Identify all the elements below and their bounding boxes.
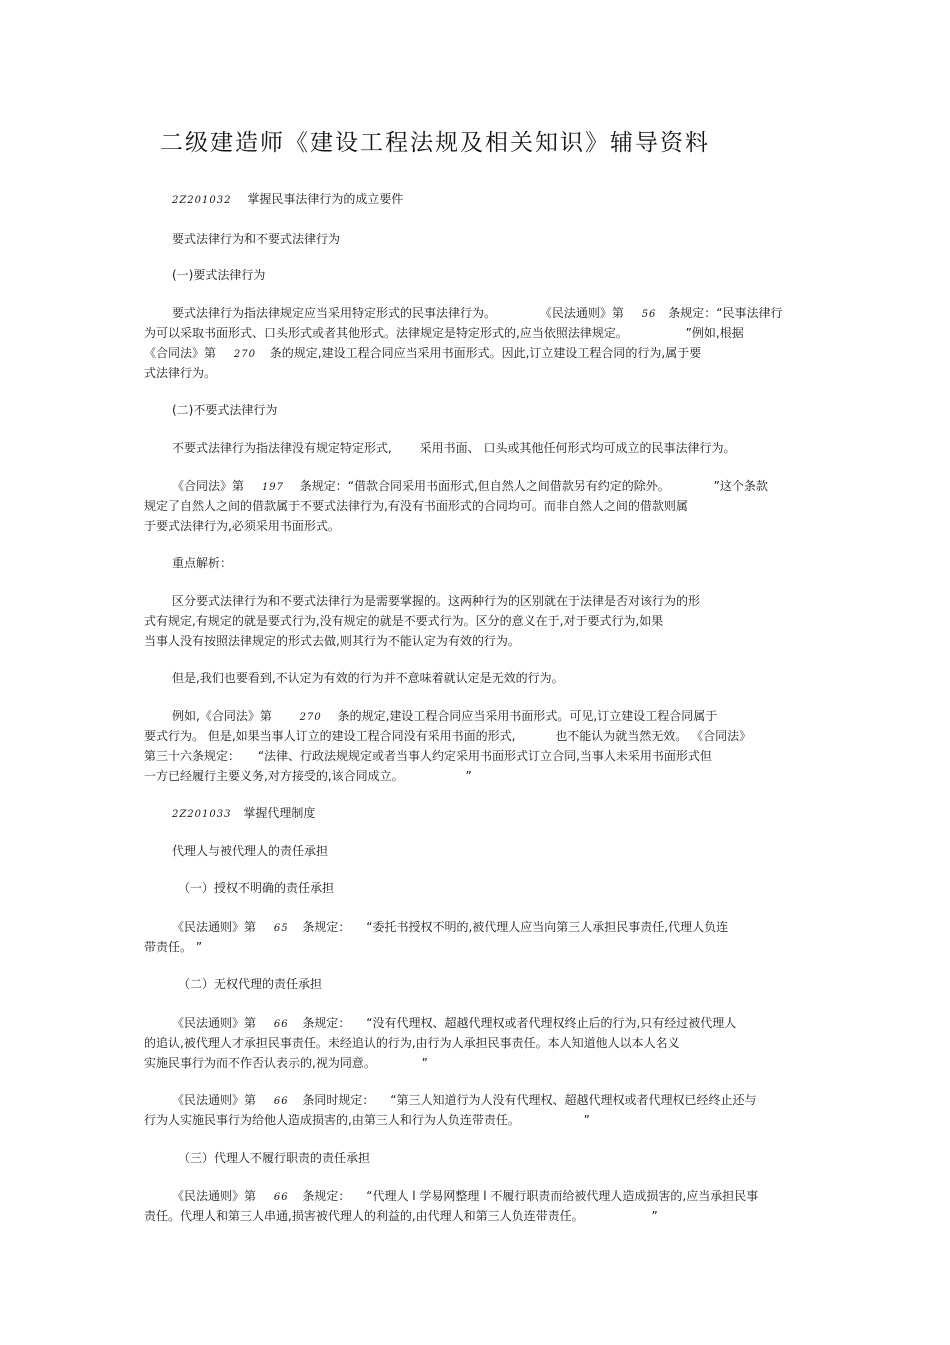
section-code: 2Z201032: [172, 195, 232, 206]
text: 条的规定,建设工程合同应当采用书面形式。因此,订立建设工程合同的行为,属于要: [269, 346, 702, 360]
item-heading: （三）代理人不履行职责的责任承担: [178, 1151, 371, 1165]
text: ”: [421, 1056, 428, 1070]
text: 《合同法》第: [172, 479, 245, 493]
text: 一方已经履行主要义务,对方接受的,该合同成立。: [144, 769, 404, 783]
article-number: 65: [273, 923, 289, 934]
text: 条的规定,建设工程合同应当采用书面形式。可见,订立建设工程合同属于: [337, 709, 718, 723]
text: ”: [583, 1113, 590, 1127]
text: 不要式法律行为指法律没有规定特定形式,: [172, 441, 392, 455]
text: ”这个条款: [713, 479, 768, 493]
text: “委托书授权不明的,被代理人应当向第三人承担民事责任,代理人负连: [366, 920, 729, 934]
text: 《民法通则》第: [539, 306, 624, 320]
section-code: 2Z201033: [172, 809, 232, 820]
paragraph-line: [172, 1092, 756, 1110]
text: 条规定：“借款合同采用书面形式,但自然人之间借款另有约定的除外。: [299, 479, 670, 493]
text: 条同时规定：: [302, 1093, 375, 1107]
paragraph-line: 的追认,被代理人才承担民事责任。未经追认的行为,由行为人承担民事责任。本人知道他人以本人名义: [144, 1036, 680, 1050]
paragraph-line: 区分要式法律行为和不要式法律行为是需要掌握的。这两种行为的区别就在于法律是否对该行为的形: [172, 594, 701, 608]
paragraph-line: [144, 748, 712, 764]
paragraph-line: 当事人没有按照法律规定的形式去做,则其行为不能认定为有效的行为。: [144, 634, 520, 648]
article-number: 270: [299, 712, 322, 723]
section-heading-2z201033: [172, 805, 315, 823]
article-number: 197: [261, 482, 284, 493]
section-title: 掌握民事法律行为的成立要件: [247, 192, 404, 206]
text: “没有代理权、超越代理权或者代理权终止后的行为,只有经过被代理人: [366, 1016, 737, 1030]
paragraph-line: [172, 1188, 758, 1206]
text: 也不能认为就当然无效。 《合同法》: [555, 729, 752, 743]
key-analysis-label: 重点解析：: [172, 556, 233, 570]
paragraph-line: 式有规定,有规定的就是要式行为,没有规定的就是不要式行为。区分的意义在于,对于要式行为,如果: [144, 614, 664, 628]
paragraph-line: [172, 708, 717, 726]
item-heading: （一）授权不明确的责任承担: [178, 881, 335, 895]
text: 《民法通则》第: [172, 1093, 257, 1107]
paragraph-line: 带责任。 ”: [144, 940, 203, 954]
paragraph-line: 式法律行为。: [144, 366, 217, 380]
paragraph-line: [172, 305, 782, 323]
text: 条规定：: [302, 1189, 351, 1203]
text: 要式行为。 但是,如果当事人订立的建设工程合同没有采用书面的形式,: [144, 729, 516, 743]
subheading: 要式法律行为和不要式法律行为: [172, 232, 341, 246]
item-heading: (一)要式法律行为: [172, 268, 266, 282]
text: 采用书面、 口头或其他任何形式均可成立的民事法律行为。: [419, 441, 736, 455]
paragraph-line: 于要式法律行为,必须采用书面形式。: [144, 519, 340, 533]
item-heading: （二）无权代理的责任承担: [178, 977, 323, 991]
text: 例如,《合同法》第: [172, 709, 272, 723]
section-heading-2z201032: [172, 191, 403, 209]
text: “代理人 l 学易网整理 l 不履行职责而给被代理人造成损害的,应当承担民事: [366, 1189, 759, 1203]
paragraph-line: [144, 1112, 590, 1128]
paragraph-line: 但是,我们也要看到,不认定为有效的行为并不意味着就认定是无效的行为。: [172, 671, 564, 685]
text: 要式法律行为指法律规定应当采用特定形式的民事法律行为。: [172, 306, 497, 320]
text: “法律、行政法规规定或者当事人约定采用书面形式订立合同,当事人未采用书面形式但: [257, 749, 712, 763]
text: 条规定：: [302, 1016, 351, 1030]
text: ”: [465, 769, 472, 783]
paragraph-line: [172, 478, 768, 496]
paragraph-line: [172, 919, 728, 937]
text: 《民法通则》第: [172, 1016, 257, 1030]
paragraph-line: [144, 768, 472, 784]
paragraph-line: [144, 345, 701, 363]
text: 第三十六条规定：: [144, 749, 241, 763]
text: 《民法通则》第: [172, 920, 257, 934]
text: 条规定：: [302, 920, 351, 934]
article-number: 66: [273, 1096, 289, 1107]
article-number: 270: [233, 349, 256, 360]
paragraph-line: [144, 1055, 428, 1071]
text: ”: [651, 1209, 658, 1223]
text: 实施民事行为而不作否认表示的,视为同意。: [144, 1056, 376, 1070]
text: 责任。代理人和第三人串通,损害被代理人的利益的,由代理人和第三人负连带责任。: [144, 1209, 584, 1223]
text: 《民法通则》第: [172, 1189, 257, 1203]
section-title: 掌握代理制度: [243, 806, 316, 820]
text: 条规定：“民事法律行: [668, 306, 783, 320]
paragraph-line: 规定了自然人之间的借款属于不要式法律行为,有没有书面形式的合同均可。而非自然人之间的借款则属: [144, 499, 688, 513]
article-number: 56: [641, 309, 657, 320]
article-number: 66: [273, 1019, 289, 1030]
article-number: 66: [273, 1192, 289, 1203]
text: “第三人知道行为人没有代理权、超越代理权或者代理权已经终止还与: [390, 1093, 757, 1107]
paragraph-line: [172, 440, 735, 456]
item-heading: (二)不要式法律行为: [172, 403, 278, 417]
text: ”例如,根据: [685, 326, 744, 340]
paragraph-line: [144, 325, 744, 341]
paragraph-line: [172, 1015, 736, 1033]
text: 《合同法》第: [144, 346, 217, 360]
paragraph-line: [144, 728, 751, 744]
document-title: 二级建造师《建设工程法规及相关知识》辅导资料: [160, 130, 710, 156]
text: 行为人实施民事行为给他人造成损害的,由第三人和行为人负连带责任。: [144, 1113, 520, 1127]
text: 为可以采取书面形式、口头形式或者其他形式。法律规定是特定形式的,应当依照法律规定。: [144, 326, 628, 340]
paragraph-line: [144, 1208, 658, 1224]
subheading: 代理人与被代理人的责任承担: [172, 844, 329, 858]
